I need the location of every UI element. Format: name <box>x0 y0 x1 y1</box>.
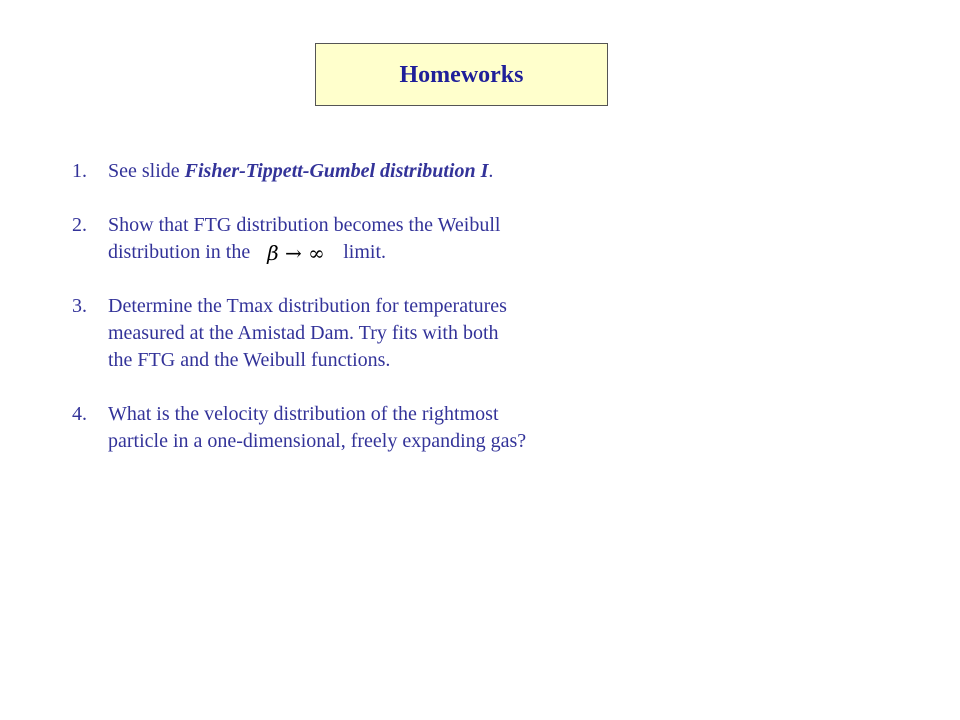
item-line: measured at the Amistad Dam. Try fits with both <box>108 322 499 344</box>
item-line: Determine the Tmax distribution for temperatures <box>108 295 507 317</box>
item-number: 2. <box>72 214 87 236</box>
item-line: particle in a one-dimensional, freely expanding gas? <box>108 430 527 452</box>
formula-text: β → ∞ <box>267 241 326 265</box>
item-text: distribution in the <box>108 241 251 263</box>
item-number: 4. <box>72 403 87 425</box>
homework-list <box>72 158 672 455</box>
item-line: What is the velocity distribution of the rightmost <box>108 403 499 425</box>
title-box <box>315 43 608 106</box>
item-line <box>108 239 672 266</box>
beta-to-infinity-formula <box>254 239 339 266</box>
item-line: the FTG and the Weibull functions. <box>108 349 391 371</box>
slide-reference: Fisher-Tippett-Gumbel distribution I <box>184 160 489 182</box>
item-text: limit. <box>343 241 387 263</box>
homework-item-1 <box>72 158 672 185</box>
formula-graphic <box>254 239 339 266</box>
item-line <box>108 158 672 185</box>
item-number: 1. <box>72 160 87 182</box>
homework-item-4 <box>72 401 672 455</box>
homework-item-3 <box>72 293 672 374</box>
homework-item-2 <box>72 212 672 266</box>
item-number: 3. <box>72 295 87 317</box>
item-text: See slide <box>108 160 185 182</box>
slide-title: Homeworks <box>399 61 524 88</box>
item-line: Show that FTG distribution becomes the Weibull <box>108 214 501 236</box>
item-text: . <box>488 160 494 182</box>
